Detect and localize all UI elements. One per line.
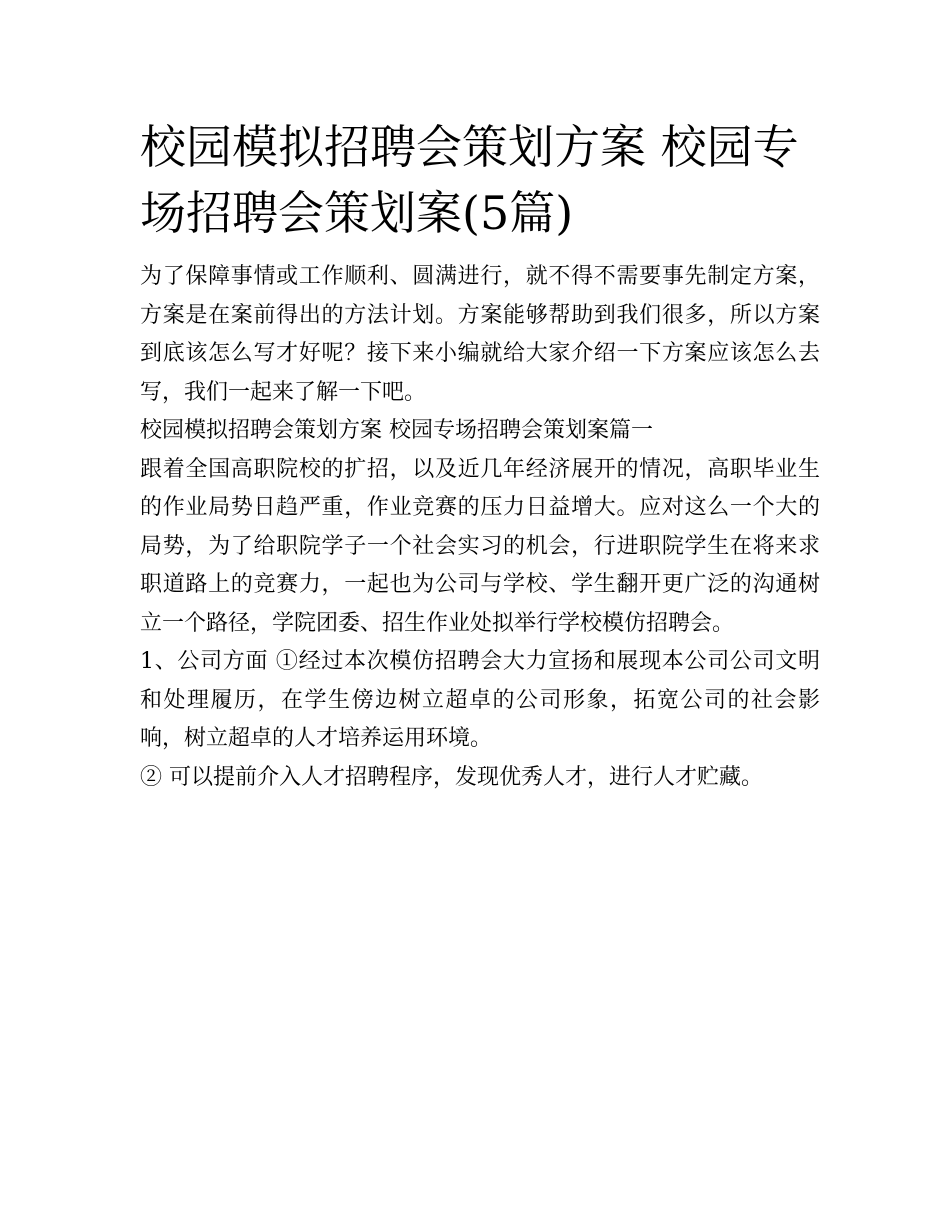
section-heading: 校园模拟招聘会策划方案 校园专场招聘会策划案篇一 [140,418,653,443]
point-two-paragraph: ② 可以提前介入人才招聘程序，发现优秀人才，进行人才贮藏。 [140,764,763,790]
document-title: 校园模拟招聘会策划方案 校园专场招聘会策划案(5篇) [140,120,799,240]
document-content [140,114,820,797]
section-body-paragraph: 跟着全国高职院校的扩招，以及近几年经济展开的情况，高职毕业生的作业局势日趋严重，作业竞赛的压力日益增大。应对这么一个大的局势，为了给职院学子一个社会实习的机会，行进职院学生在将来求职道路上的竞赛力，一起也为公司与学校、学生翻开更广泛的沟通树立一个路径，学院团委、招生作业处拟举行学校模仿招聘会。 [140,456,820,636]
point-one-paragraph: 1、公司方面 ①经过本次模仿招聘会大力宣扬和展现本公司公司文明和处理履历，在学生傍边树立超卓的公司形象，拓宽公司的社会影响，树立超卓的人才培养运用环境。 [140,649,820,751]
intro-paragraph: 为了保障事情或工作顺利、圆满进行，就不得不需要事先制定方案，方案是在案前得出的方法计划。方案能够帮助到我们很多，所以方案到底该怎么写才好呢？接下来小编就给大家介绍一下方案应该怎么去写，我们一起来了解一下吧。 [140,264,820,405]
